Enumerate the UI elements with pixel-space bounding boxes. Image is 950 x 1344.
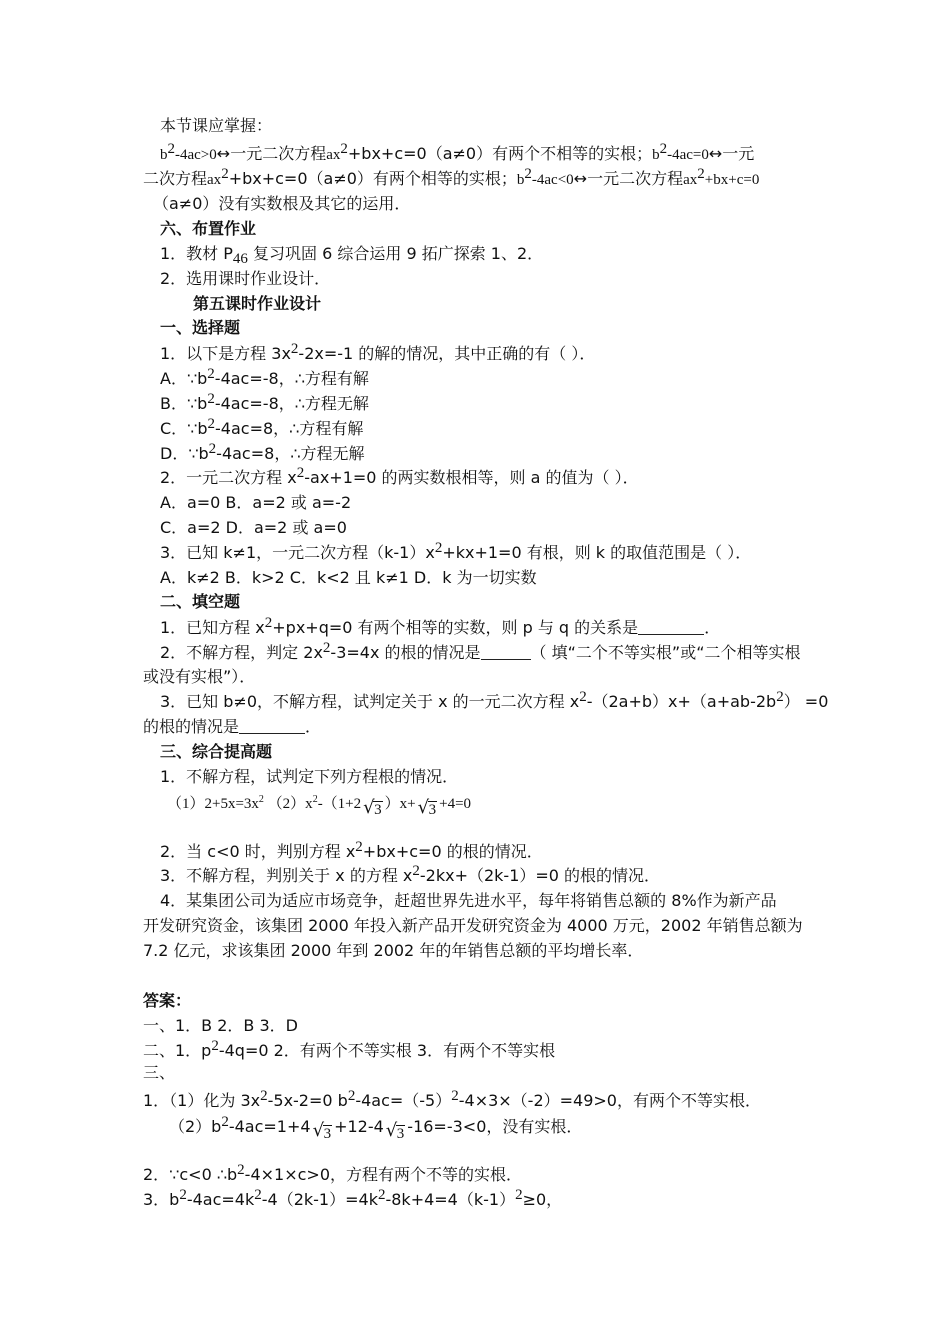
mc-q1-option-d: D．$\because b^2-4ac=8$，∴方程无解 <box>160 441 365 463</box>
review-heading: 本节课应掌握： <box>160 116 273 135</box>
homework-item-2: 2．选用课时作业设计． <box>160 269 331 288</box>
fill-question-2: 2．不解方程，判定 $2x^2-3=4x$ 的根的情况是 （ 填“二个不等实根”或“二个相等实根 <box>160 640 801 662</box>
review-line-3: （a≠0）没有实数根及其它的运用． <box>153 194 411 213</box>
mc-q2-options-ab: A．a=0 B．a=2 或 a=-2 <box>160 493 352 512</box>
mc-q1-option-c: C．$\because b^2-4ac=8$，∴方程有解 <box>160 416 364 438</box>
answers-comp-1-part-2: $(2)b^2-4ac=1+4$ √ 3 +12-4 √ 3 -16=-3<0，没有实根． <box>169 1114 583 1142</box>
mc-question-1: 1．以下是方程 $3x^2-2x=-1$ 的解的情况，其中正确的有（ ）． <box>160 341 596 363</box>
fill-question-2-cont: 或没有实根”）． <box>143 667 256 686</box>
mc-question-3: 3．已知 k≠1，一元二次方程$(k-1)x^2+kx+1=0$ 有根，则 k 的取值范围是（ ）． <box>160 540 752 562</box>
comp-question-2: 2．当 c<0 时，判别方程 $x^2+bx+c=0$ 的根的情况． <box>160 839 543 861</box>
comp-question-4-line-2: 开发研究资金，该集团 2000 年投入新产品开发研究资金为 4000 万元，2002 年销售总额为 <box>143 916 803 935</box>
review-line-2: 二次方程$ax^2+bx+c=0(a\ne 0)$有两个相等的实根；$b^2-4ac<0\leftrightarrow$一元二次方程$ax^2+bx+c=0$ <box>143 166 760 188</box>
homework-item-1: 1．教材 $P_{46}$ 复习巩固 6 综合运用 9 拓广探索 1、2． <box>160 244 544 268</box>
mc-q1-option-b: B．$\because b^2-4ac=-8$，∴方程无解 <box>160 391 369 413</box>
fill-question-3: 3．已知 b≠0，不解方程，试判定关于 x 的一元二次方程 $x^2-(2a+b)x+(a+ab-2b^2) =0$ <box>160 689 829 711</box>
mc-q1-option-a: A．$\because b^2-4ac=-8$，∴方程有解 <box>160 366 369 388</box>
answers-comp-2: 2．∵c<0 $\therefore b^2-4\times 1\times c>0$，方程有两个不等的实根． <box>143 1162 523 1184</box>
fill-heading: 二、填空题 <box>160 592 241 611</box>
answers-comp-1: 1．（1）化为 $3x^2-5x-2=0$ $b^2-4ac=(-5)^2-4\times 3\times(-2)=49>0$，有两个不等实根． <box>143 1088 761 1110</box>
fill-question-3-cont: 的根的情况是 ． <box>143 717 322 736</box>
answer-blank[interactable] <box>638 620 704 635</box>
sqrt-symbol: √ 3 <box>385 1120 405 1142</box>
answers-comp-3: 3．$b^2-4ac=4k^2-4(2k-1)=4k^2-8k+4=4(k-1)^2\ge 0$， <box>143 1187 563 1209</box>
mc-heading: 一、选择题 <box>160 318 241 337</box>
answer-blank[interactable] <box>481 645 531 660</box>
comp-question-4-line-3: 7.2 亿元，求该集团 2000 年到 2002 年的年销售总额的平均增长率． <box>143 941 644 960</box>
answers-fill: 二、1．$p^2-4q=0$ 2．有两个不等实根 3．有两个不等实根 <box>143 1038 556 1060</box>
mc-q3-options: A．k≠2 B．k>2 C．k<2 且 k≠1 D．k 为一切实数 <box>160 568 537 587</box>
sqrt-symbol: √ 3 <box>417 797 437 818</box>
design-title: 第五课时作业设计 <box>193 294 322 313</box>
comp-q1-parts: $(1)2+5x=3x^2$ $(2)x^2-(1+2$ √ 3 ）x+ √ 3 +4=0 <box>167 794 472 818</box>
comp-heading: 三、综合提高题 <box>160 742 273 761</box>
mc-question-2: 2．一元二次方程 $x^2-ax+1=0$ 的两实数根相等，则 a 的值为（ ）． <box>160 465 639 487</box>
mc-q2-options-cd: C．a=2 D．a=2 或 a=0 <box>160 518 347 537</box>
comp-question-3: 3．不解方程，判别关于 x 的方程 $x^2-2kx+(2k-1)=0$ 的根的情况． <box>160 863 661 885</box>
answer-blank[interactable] <box>239 719 305 734</box>
answers-comp-heading: 三、 <box>143 1063 176 1082</box>
review-line-1: $b^2-4ac>0\leftrightarrow$一元二次方程$ax^2+bx+c=0(a\ne 0)$有两个不相等的实根；$b^2-4ac=0\leftrightarrow$一元 <box>160 141 755 163</box>
comp-question-4: 4．某集团公司为适应市场竞争，赶超世界先进水平，每年将销售总额的 8%作为新产品 <box>160 891 777 910</box>
comp-question-1: 1．不解方程，试判定下列方程根的情况． <box>160 767 459 786</box>
sqrt-symbol: √ 3 <box>363 797 382 818</box>
fill-question-1: 1．已知方程 $x^2+px+q=0$ 有两个相等的实数，则 p 与 q 的关系是 ． <box>160 615 721 637</box>
answers-mc: 一、1．B 2．B 3．D <box>143 1016 298 1035</box>
answers-heading: 答案： <box>143 991 192 1010</box>
sqrt-symbol: √ 3 <box>312 1120 332 1142</box>
homework-heading: 六、布置作业 <box>160 219 257 238</box>
